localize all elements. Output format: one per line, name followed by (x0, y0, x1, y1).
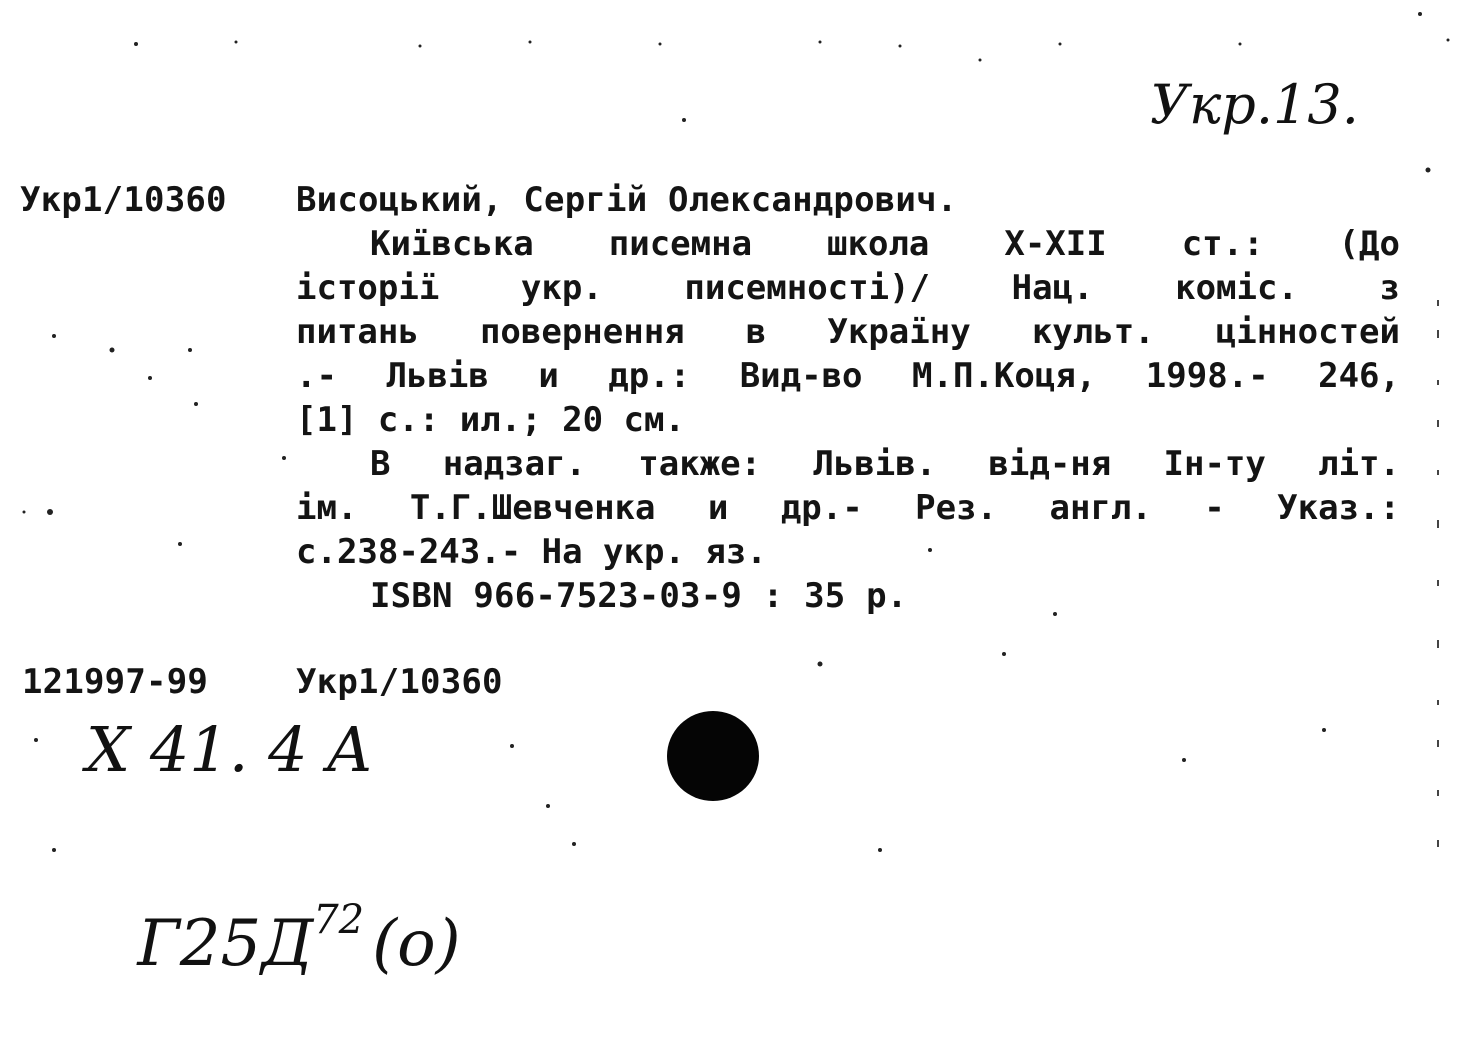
note-line-1: В надзаг. также: Львів. від-ня Ін-ту літ. (370, 444, 1400, 484)
handwritten-class-mark: X 41. 4 A (86, 713, 373, 786)
inventory-number: 121997-99 (22, 662, 209, 702)
handwritten-shelf-mark: Укр.13. (1150, 73, 1359, 136)
punch-hole (667, 711, 759, 801)
title-line-1: Київська писемна школа Х-ХІІ ст.: (До (370, 224, 1400, 264)
shelf-code-tail: (о) (372, 907, 461, 981)
note-line-2: ім. Т.Г.Шевченка и др.- Рез. англ. - Указ.: (296, 488, 1400, 528)
title-line-3: питань повернення в Україну культ. цінностей (296, 312, 1400, 352)
handwritten-shelf-code (56, 800, 461, 1064)
call-number-repeat: Укр1/10360 (296, 662, 503, 702)
imprint-line: .- Львів и др.: Вид-во М.П.Коця, 1998.- 246, (296, 356, 1400, 396)
shelf-code-main: Г25Д (137, 907, 314, 981)
isbn-line: ISBN 966-7523-03-9 : 35 р. (370, 576, 908, 616)
call-number: Укр1/10360 (20, 180, 227, 220)
author-heading: Висоцький, Сергій Олександрович. (296, 180, 958, 220)
collation-line: [1] с.: ил.; 20 см. (296, 400, 685, 440)
note-line-3: с.238-243.- На укр. яз. (296, 532, 767, 572)
title-line-2: історії укр. писемності)/ Нац. коміс. з (296, 268, 1400, 308)
shelf-code-superscript: 72 (313, 897, 365, 943)
